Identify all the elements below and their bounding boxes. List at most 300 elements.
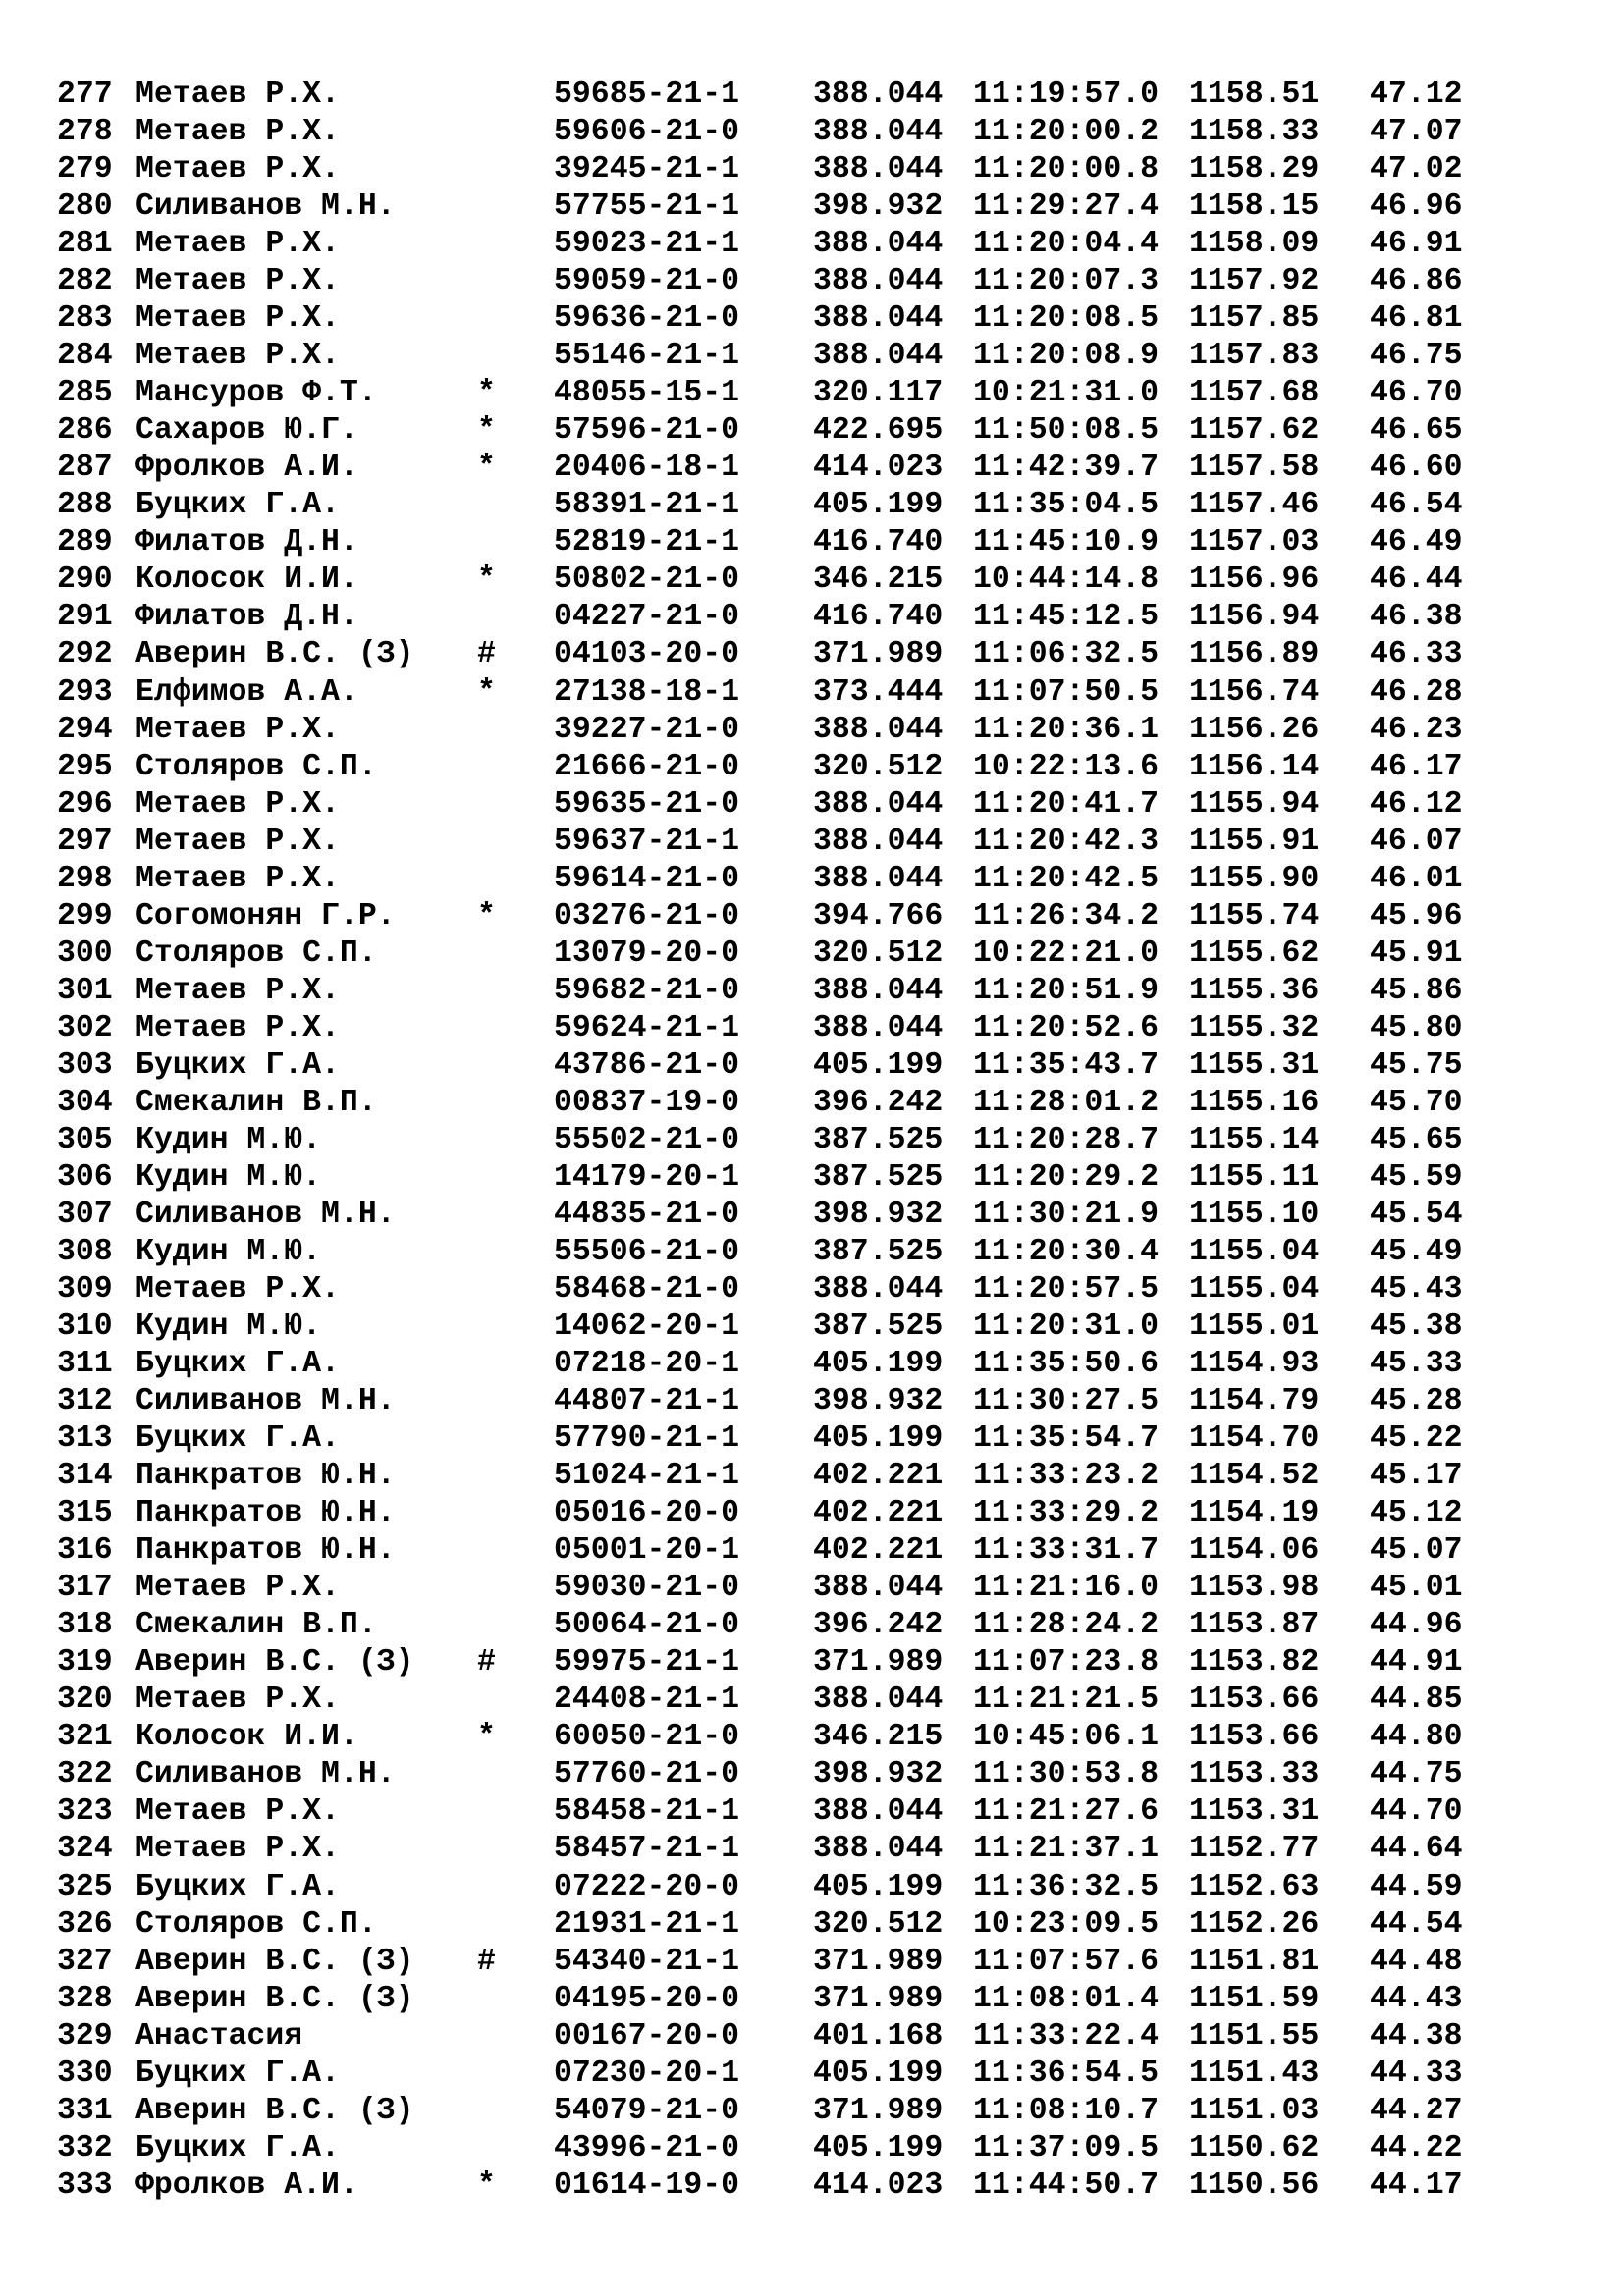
points-cell: 44.80 [1370, 1720, 1463, 1755]
arrival-time-cell: 11:26:34.2 [973, 898, 1160, 934]
distance-cell: 405.199 [813, 488, 944, 523]
table-row [57, 861, 1589, 898]
speed-cell: 1154.93 [1189, 1347, 1320, 1382]
mark-cell: * [477, 451, 496, 486]
arrival-time-cell: 11:20:42.3 [973, 824, 1160, 859]
speed-cell: 1151.43 [1189, 2056, 1320, 2091]
speed-cell: 1158.51 [1189, 78, 1320, 112]
name-cell: Буцких Г.А. [135, 488, 340, 523]
ring-number-cell: 21931-21-1 [554, 1906, 740, 1942]
name-cell: Сахаров Ю.Г. [135, 413, 358, 449]
points-cell: 47.02 [1370, 152, 1463, 187]
table-row [57, 1981, 1589, 2018]
distance-cell: 405.199 [813, 2130, 944, 2165]
place-cell: 290 [57, 562, 113, 598]
points-cell: 44.43 [1370, 1981, 1463, 2016]
name-cell: Метаев Р.Х. [135, 227, 340, 262]
ring-number-cell: 44835-21-0 [554, 1197, 740, 1232]
table-row [57, 1271, 1589, 1308]
table-row [57, 599, 1589, 636]
arrival-time-cell: 11:20:00.2 [973, 115, 1160, 150]
points-cell: 46.96 [1370, 189, 1463, 225]
distance-cell: 416.740 [813, 525, 944, 561]
distance-cell: 371.989 [813, 637, 944, 672]
speed-cell: 1153.82 [1189, 1645, 1320, 1681]
distance-cell: 402.221 [813, 1496, 944, 1531]
name-cell: Смекалин В.П. [135, 1608, 377, 1643]
speed-cell: 1153.31 [1189, 1794, 1320, 1830]
place-cell: 302 [57, 1010, 113, 1045]
ring-number-cell: 21666-21-0 [554, 749, 740, 784]
speed-cell: 1158.15 [1189, 189, 1320, 225]
ring-number-cell: 59023-21-1 [554, 227, 740, 262]
name-cell: Кудин М.Ю. [135, 1309, 322, 1345]
place-cell: 320 [57, 1682, 113, 1718]
ring-number-cell: 58458-21-1 [554, 1794, 740, 1830]
name-cell: Метаев Р.Х. [135, 152, 340, 187]
arrival-time-cell: 11:42:39.7 [973, 451, 1160, 486]
name-cell: Колосок И.И. [135, 1720, 358, 1755]
table-row [57, 1234, 1589, 1271]
mark-cell: # [477, 637, 496, 672]
table-row [57, 1458, 1589, 1495]
arrival-time-cell: 11:44:50.7 [973, 2167, 1160, 2203]
mark-cell: * [477, 898, 496, 934]
speed-cell: 1150.62 [1189, 2130, 1320, 2165]
table-row [57, 412, 1589, 450]
place-cell: 309 [57, 1272, 113, 1307]
name-cell: Буцких Г.А. [135, 1421, 340, 1457]
place-cell: 328 [57, 1981, 113, 2016]
ring-number-cell: 50064-21-0 [554, 1608, 740, 1643]
name-cell: Силиванов М.Н. [135, 1757, 396, 1792]
table-row [57, 2093, 1589, 2130]
place-cell: 277 [57, 78, 113, 112]
arrival-time-cell: 11:28:24.2 [973, 1608, 1160, 1643]
speed-cell: 1157.58 [1189, 451, 1320, 486]
arrival-time-cell: 11:20:08.9 [973, 339, 1160, 374]
name-cell: Метаев Р.Х. [135, 78, 340, 112]
place-cell: 300 [57, 935, 113, 971]
ring-number-cell: 13079-20-0 [554, 935, 740, 971]
points-cell: 46.49 [1370, 525, 1463, 561]
place-cell: 298 [57, 861, 113, 896]
speed-cell: 1152.77 [1189, 1832, 1320, 1867]
distance-cell: 388.044 [813, 1832, 944, 1867]
ring-number-cell: 07218-20-1 [554, 1347, 740, 1382]
place-cell: 318 [57, 1608, 113, 1643]
points-cell: 46.28 [1370, 674, 1463, 710]
name-cell: Столяров С.П. [135, 935, 377, 971]
name-cell: Анастасия [135, 2018, 303, 2054]
speed-cell: 1154.70 [1189, 1421, 1320, 1457]
name-cell: Аверин В.С. (З) [135, 637, 414, 672]
points-cell: 45.96 [1370, 898, 1463, 934]
arrival-time-cell: 11:20:29.2 [973, 1159, 1160, 1195]
place-cell: 286 [57, 413, 113, 449]
place-cell: 325 [57, 1869, 113, 1904]
arrival-time-cell: 11:20:08.5 [973, 301, 1160, 337]
arrival-time-cell: 11:20:36.1 [973, 712, 1160, 747]
mark-cell: # [477, 1944, 496, 1979]
place-cell: 287 [57, 451, 113, 486]
speed-cell: 1156.26 [1189, 712, 1320, 747]
points-cell: 44.75 [1370, 1757, 1463, 1792]
points-cell: 45.38 [1370, 1309, 1463, 1345]
table-row [57, 151, 1589, 188]
distance-cell: 388.044 [813, 227, 944, 262]
mark-cell: * [477, 562, 496, 598]
speed-cell: 1150.56 [1189, 2167, 1320, 2203]
speed-cell: 1154.79 [1189, 1384, 1320, 1419]
arrival-time-cell: 11:20:31.0 [973, 1309, 1160, 1345]
place-cell: 317 [57, 1571, 113, 1606]
points-cell: 44.33 [1370, 2056, 1463, 2091]
points-cell: 45.86 [1370, 973, 1463, 1008]
table-row [57, 1085, 1589, 1122]
name-cell: Фролков А.И. [135, 451, 358, 486]
distance-cell: 405.199 [813, 1421, 944, 1457]
speed-cell: 1153.98 [1189, 1571, 1320, 1606]
points-cell: 47.07 [1370, 115, 1463, 150]
table-row [57, 1756, 1589, 1793]
name-cell: Панкратов Ю.Н. [135, 1459, 396, 1494]
table-row [57, 2056, 1589, 2093]
name-cell: Метаев Р.Х. [135, 786, 340, 822]
ring-number-cell: 05016-20-0 [554, 1496, 740, 1531]
mark-cell: * [477, 1720, 496, 1755]
points-cell: 45.70 [1370, 1085, 1463, 1120]
points-cell: 45.12 [1370, 1496, 1463, 1531]
table-row [57, 188, 1589, 226]
distance-cell: 388.044 [813, 1272, 944, 1307]
table-row [57, 824, 1589, 861]
ring-number-cell: 55502-21-0 [554, 1122, 740, 1157]
name-cell: Метаев Р.Х. [135, 1571, 340, 1606]
points-cell: 44.70 [1370, 1794, 1463, 1830]
mark-cell: * [477, 2167, 496, 2203]
place-cell: 301 [57, 973, 113, 1008]
place-cell: 324 [57, 1832, 113, 1867]
distance-cell: 388.044 [813, 712, 944, 747]
place-cell: 331 [57, 2093, 113, 2128]
arrival-time-cell: 11:21:21.5 [973, 1682, 1160, 1718]
ring-number-cell: 00167-20-0 [554, 2018, 740, 2054]
points-cell: 46.70 [1370, 376, 1463, 411]
points-cell: 46.54 [1370, 488, 1463, 523]
name-cell: Кудин М.Ю. [135, 1122, 322, 1157]
place-cell: 314 [57, 1459, 113, 1494]
distance-cell: 396.242 [813, 1608, 944, 1643]
speed-cell: 1155.91 [1189, 824, 1320, 859]
place-cell: 279 [57, 152, 113, 187]
table-row [57, 1607, 1589, 1644]
ring-number-cell: 05001-20-1 [554, 1533, 740, 1569]
table-row [57, 300, 1589, 338]
speed-cell: 1156.14 [1189, 749, 1320, 784]
ring-number-cell: 57760-21-0 [554, 1757, 740, 1792]
name-cell: Колосок И.И. [135, 562, 358, 598]
speed-cell: 1154.06 [1189, 1533, 1320, 1569]
name-cell: Филатов Д.Н. [135, 600, 358, 635]
speed-cell: 1151.81 [1189, 1944, 1320, 1979]
name-cell: Аверин В.С. (З) [135, 1645, 414, 1681]
distance-cell: 388.044 [813, 264, 944, 299]
points-cell: 44.54 [1370, 1906, 1463, 1942]
arrival-time-cell: 11:35:04.5 [973, 488, 1160, 523]
points-cell: 44.91 [1370, 1645, 1463, 1681]
place-cell: 327 [57, 1944, 113, 1979]
distance-cell: 402.221 [813, 1533, 944, 1569]
points-cell: 46.75 [1370, 339, 1463, 374]
distance-cell: 388.044 [813, 301, 944, 337]
place-cell: 283 [57, 301, 113, 337]
distance-cell: 405.199 [813, 1047, 944, 1083]
arrival-time-cell: 11:20:52.6 [973, 1010, 1160, 1045]
table-row [57, 712, 1589, 749]
distance-cell: 371.989 [813, 1981, 944, 2016]
speed-cell: 1155.04 [1189, 1272, 1320, 1307]
ring-number-cell: 59030-21-0 [554, 1571, 740, 1606]
arrival-time-cell: 11:21:37.1 [973, 1832, 1160, 1867]
arrival-time-cell: 11:08:01.4 [973, 1981, 1160, 2016]
place-cell: 316 [57, 1533, 113, 1569]
speed-cell: 1155.01 [1189, 1309, 1320, 1345]
speed-cell: 1155.04 [1189, 1234, 1320, 1269]
distance-cell: 388.044 [813, 1571, 944, 1606]
ring-number-cell: 59635-21-0 [554, 786, 740, 822]
ring-number-cell: 59682-21-0 [554, 973, 740, 1008]
arrival-time-cell: 11:30:21.9 [973, 1197, 1160, 1232]
place-cell: 305 [57, 1122, 113, 1157]
place-cell: 310 [57, 1309, 113, 1345]
speed-cell: 1155.11 [1189, 1159, 1320, 1195]
place-cell: 306 [57, 1159, 113, 1195]
ring-number-cell: 43996-21-0 [554, 2130, 740, 2165]
arrival-time-cell: 11:20:41.7 [973, 786, 1160, 822]
points-cell: 46.17 [1370, 749, 1463, 784]
table-row [57, 1793, 1589, 1831]
ring-number-cell: 52819-21-1 [554, 525, 740, 561]
distance-cell: 320.512 [813, 935, 944, 971]
points-cell: 46.23 [1370, 712, 1463, 747]
ring-number-cell: 51024-21-1 [554, 1459, 740, 1494]
ring-number-cell: 03276-21-0 [554, 898, 740, 934]
points-cell: 44.38 [1370, 2018, 1463, 2054]
distance-cell: 388.044 [813, 1682, 944, 1718]
table-row [57, 1719, 1589, 1756]
ring-number-cell: 59685-21-1 [554, 78, 740, 112]
place-cell: 319 [57, 1645, 113, 1681]
place-cell: 313 [57, 1421, 113, 1457]
ring-number-cell: 58457-21-1 [554, 1832, 740, 1867]
points-cell: 45.17 [1370, 1459, 1463, 1494]
distance-cell: 394.766 [813, 898, 944, 934]
name-cell: Мансуров Ф.Т. [135, 376, 377, 411]
name-cell: Аверин В.С. (З) [135, 1944, 414, 1979]
distance-cell: 388.044 [813, 1010, 944, 1045]
distance-cell: 405.199 [813, 2056, 944, 2091]
ring-number-cell: 59624-21-1 [554, 1010, 740, 1045]
ring-number-cell: 39245-21-1 [554, 152, 740, 187]
place-cell: 312 [57, 1384, 113, 1419]
points-cell: 44.22 [1370, 2130, 1463, 2165]
table-row [57, 1308, 1589, 1346]
place-cell: 281 [57, 227, 113, 262]
table-row [57, 450, 1589, 487]
arrival-time-cell: 11:36:32.5 [973, 1869, 1160, 1904]
speed-cell: 1151.59 [1189, 1981, 1320, 2016]
points-cell: 44.59 [1370, 1869, 1463, 1904]
speed-cell: 1151.03 [1189, 2093, 1320, 2128]
table-row [57, 1682, 1589, 1719]
speed-cell: 1153.33 [1189, 1757, 1320, 1792]
name-cell: Кудин М.Ю. [135, 1159, 322, 1195]
arrival-time-cell: 11:45:10.9 [973, 525, 1160, 561]
arrival-time-cell: 11:07:57.6 [973, 1944, 1160, 1979]
distance-cell: 405.199 [813, 1347, 944, 1382]
place-cell: 294 [57, 712, 113, 747]
ring-number-cell: 58391-21-1 [554, 488, 740, 523]
distance-cell: 371.989 [813, 2093, 944, 2128]
place-cell: 293 [57, 674, 113, 710]
speed-cell: 1154.19 [1189, 1496, 1320, 1531]
table-row [57, 2130, 1589, 2167]
points-cell: 45.80 [1370, 1010, 1463, 1045]
table-row [57, 749, 1589, 786]
table-row [57, 674, 1589, 712]
points-cell: 46.86 [1370, 264, 1463, 299]
distance-cell: 346.215 [813, 1720, 944, 1755]
place-cell: 284 [57, 339, 113, 374]
table-row [57, 1906, 1589, 1944]
distance-cell: 371.989 [813, 1944, 944, 1979]
points-cell: 46.81 [1370, 301, 1463, 337]
distance-cell: 388.044 [813, 1794, 944, 1830]
arrival-time-cell: 11:30:53.8 [973, 1757, 1160, 1792]
name-cell: Силиванов М.Н. [135, 1384, 396, 1419]
points-cell: 44.64 [1370, 1832, 1463, 1867]
name-cell: Метаев Р.Х. [135, 1272, 340, 1307]
points-cell: 45.65 [1370, 1122, 1463, 1157]
ring-number-cell: 55506-21-0 [554, 1234, 740, 1269]
distance-cell: 396.242 [813, 1085, 944, 1120]
speed-cell: 1155.14 [1189, 1122, 1320, 1157]
arrival-time-cell: 11:20:28.7 [973, 1122, 1160, 1157]
speed-cell: 1155.74 [1189, 898, 1320, 934]
ring-number-cell: 00837-19-0 [554, 1085, 740, 1120]
place-cell: 330 [57, 2056, 113, 2091]
points-cell: 46.01 [1370, 861, 1463, 896]
distance-cell: 387.525 [813, 1309, 944, 1345]
name-cell: Силиванов М.Н. [135, 189, 396, 225]
place-cell: 292 [57, 637, 113, 672]
place-cell: 332 [57, 2130, 113, 2165]
distance-cell: 398.932 [813, 1384, 944, 1419]
table-row [57, 1495, 1589, 1532]
name-cell: Метаев Р.Х. [135, 1832, 340, 1867]
name-cell: Метаев Р.Х. [135, 712, 340, 747]
place-cell: 285 [57, 376, 113, 411]
distance-cell: 398.932 [813, 189, 944, 225]
table-row [57, 786, 1589, 824]
speed-cell: 1157.85 [1189, 301, 1320, 337]
ring-number-cell: 50802-21-0 [554, 562, 740, 598]
ring-number-cell: 55146-21-1 [554, 339, 740, 374]
ring-number-cell: 57596-21-0 [554, 413, 740, 449]
speed-cell: 1152.26 [1189, 1906, 1320, 1942]
speed-cell: 1156.89 [1189, 637, 1320, 672]
arrival-time-cell: 11:19:57.0 [973, 78, 1160, 112]
points-cell: 46.12 [1370, 786, 1463, 822]
speed-cell: 1158.29 [1189, 152, 1320, 187]
table-row [57, 1047, 1589, 1085]
table-row [57, 935, 1589, 973]
points-cell: 46.65 [1370, 413, 1463, 449]
distance-cell: 414.023 [813, 2167, 944, 2203]
table-row [57, 1831, 1589, 1868]
ring-number-cell: 07222-20-0 [554, 1869, 740, 1904]
table-row [57, 114, 1589, 151]
ring-number-cell: 44807-21-1 [554, 1384, 740, 1419]
distance-cell: 387.525 [813, 1122, 944, 1157]
table-row [57, 636, 1589, 673]
table-row [57, 898, 1589, 935]
table-row [57, 973, 1589, 1010]
table-row [57, 77, 1589, 114]
points-cell: 46.33 [1370, 637, 1463, 672]
distance-cell: 388.044 [813, 115, 944, 150]
mark-cell: * [477, 674, 496, 710]
place-cell: 291 [57, 600, 113, 635]
arrival-time-cell: 11:37:09.5 [973, 2130, 1160, 2165]
speed-cell: 1155.32 [1189, 1010, 1320, 1045]
table-row [57, 263, 1589, 300]
table-row [57, 375, 1589, 412]
arrival-time-cell: 11:21:27.6 [973, 1794, 1160, 1830]
distance-cell: 401.168 [813, 2018, 944, 2054]
distance-cell: 388.044 [813, 861, 944, 896]
points-cell: 44.96 [1370, 1608, 1463, 1643]
place-cell: 307 [57, 1197, 113, 1232]
points-cell: 45.33 [1370, 1347, 1463, 1382]
distance-cell: 388.044 [813, 152, 944, 187]
table-row [57, 1869, 1589, 1906]
results-table [57, 77, 1589, 2205]
table-row [57, 1420, 1589, 1458]
speed-cell: 1156.74 [1189, 674, 1320, 710]
name-cell: Елфимов А.А. [135, 674, 358, 710]
points-cell: 45.22 [1370, 1421, 1463, 1457]
points-cell: 45.54 [1370, 1197, 1463, 1232]
ring-number-cell: 60050-21-0 [554, 1720, 740, 1755]
place-cell: 315 [57, 1496, 113, 1531]
speed-cell: 1152.63 [1189, 1869, 1320, 1904]
arrival-time-cell: 11:29:27.4 [973, 189, 1160, 225]
distance-cell: 416.740 [813, 600, 944, 635]
speed-cell: 1155.36 [1189, 973, 1320, 1008]
table-row [57, 487, 1589, 524]
ring-number-cell: 01614-19-0 [554, 2167, 740, 2203]
arrival-time-cell: 11:20:04.4 [973, 227, 1160, 262]
place-cell: 326 [57, 1906, 113, 1942]
name-cell: Столяров С.П. [135, 1906, 377, 1942]
arrival-time-cell: 10:44:14.8 [973, 562, 1160, 598]
table-row [57, 226, 1589, 263]
table-row [57, 2018, 1589, 2056]
name-cell: Кудин М.Ю. [135, 1234, 322, 1269]
points-cell: 45.01 [1370, 1571, 1463, 1606]
